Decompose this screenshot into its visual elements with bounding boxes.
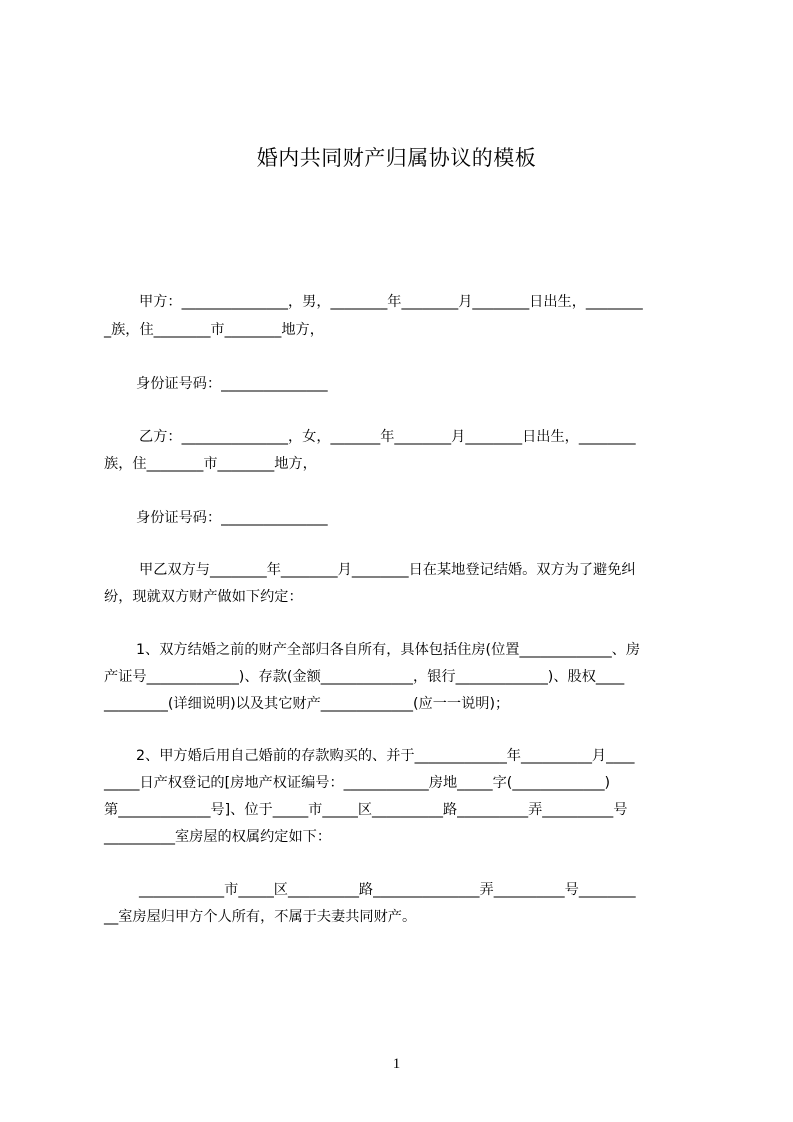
party-b-id-line: 身份证号码：_______________ [136, 510, 328, 526]
party-b-line-2: 族，住________市________地方， [104, 456, 317, 472]
clause-2-line-4: __________室房屋的权属约定如下： [104, 829, 332, 845]
clause-1-line-1: 1、双方结婚之前的财产全部归各自所有，具体包括住房(位置_____________、房 [136, 642, 641, 658]
party-a-id-line: 身份证号码：_______________ [136, 376, 328, 392]
clause-2-line-1: 2、甲方婚后用自己婚前的存款购买的、并于_____________年__________月____ [136, 748, 635, 764]
clause-3-line-2: __室房屋归甲方个人所有，不属于夫妻共同财产。 [104, 909, 417, 925]
party-a-line-2: _族，住________市________地方， [104, 322, 324, 338]
clause-2-line-2: _____日产权登记的[房地产权证编号：____________房地_____字(_____________) [104, 775, 611, 791]
clause-3-line-1: ____________市_____区__________路_______________弄__________号________ [139, 882, 636, 898]
clause-1-line-3: _________(详细说明)以及其它财产_____________(应一一说明)； [104, 696, 510, 712]
clause-1-line-2: 产证号_____________)、存款(金额_____________，银行_____________)、股权____ [104, 669, 625, 685]
document-title: 婚内共同财产归属协议的模板 [256, 146, 537, 170]
intro-line-2: 纷，现就双方财产做如下约定： [104, 589, 303, 605]
party-b-line-1: 乙方：_______________，女，_______年________月________日出生，________ [139, 429, 636, 445]
party-a-line-1: 甲方：_______________，男，________年________月________日出生，________ [139, 294, 643, 310]
intro-line-1: 甲乙双方与________年________月________日在某地登记结婚。双方为了避免纠 [139, 562, 636, 578]
clause-2-line-3: 第_____________号]、位于_____市_____区__________路__________弄__________号 [104, 802, 628, 818]
page-number: 1 [392, 1056, 401, 1072]
